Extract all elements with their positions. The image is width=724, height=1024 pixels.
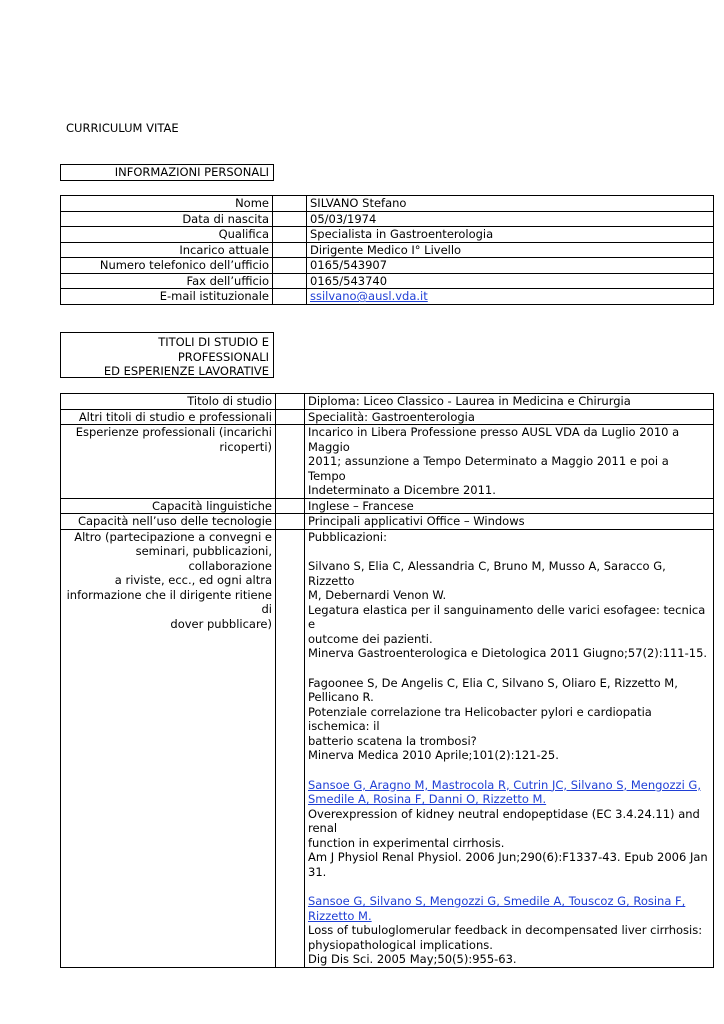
table-row — [61, 242, 714, 258]
label-line: dover pubblicare) — [170, 616, 272, 631]
personal-info-table — [60, 195, 714, 305]
row-label: Numero telefonico dell’ufficio — [61, 258, 273, 274]
pub-journal: Dig Dis Sci. 2005 May;50(5):955-63. — [308, 952, 517, 966]
pub-author-link-line[interactable]: Smedile A, Rosina F, Danni O, Rizzetto M. — [308, 792, 547, 806]
row-label: Nome — [61, 196, 273, 212]
publications-heading: Pubblicazioni: — [308, 529, 388, 544]
row-value: SILVANO Stefano — [307, 196, 714, 212]
row-label: Data di nascita — [61, 211, 273, 227]
spacer-cell — [273, 242, 307, 258]
row-label: Altri titoli di studio e professionali — [61, 409, 276, 425]
label-line: informazione che il dirigente ritiene di — [66, 587, 272, 616]
pub-authors: Fagoonee S, De Angelis C, Elia C, Silvano S, Oliaro E, Rizzetto M, — [308, 675, 678, 690]
row-label: Fax dell’ufficio — [61, 273, 273, 289]
table-row — [61, 514, 714, 530]
pub-title: batterio scatena la trombosi? — [308, 733, 477, 748]
table-row — [61, 273, 714, 289]
titles-table — [60, 393, 714, 968]
table-row — [61, 211, 714, 227]
table-row — [61, 409, 714, 425]
pub-title: outcome dei pazienti. — [308, 631, 433, 646]
table-row — [61, 394, 714, 410]
pub-author-link-line[interactable]: Rizzetto M. — [308, 908, 372, 923]
spacer-cell — [273, 289, 307, 305]
row-value: Dirigente Medico I° Livello — [307, 242, 714, 258]
personal-info-heading: INFORMAZIONI PERSONALI — [114, 165, 269, 179]
pub-journal: Minerva Gastroenterologica e Dietologica 2011 Giugno;57(2):111-15. — [308, 646, 708, 660]
pub-authors: Pellicano R. — [308, 690, 374, 704]
row-value: 0165/543740 — [307, 273, 714, 289]
spacer-cell — [273, 196, 307, 212]
pub-journal: Am J Physiol Renal Physiol. 2006 Jun;290(6):F1337-43. Epub 2006 Jan — [308, 850, 708, 864]
pub-journal: Minerva Medica 2010 Aprile;101(2):121-25. — [308, 748, 559, 762]
table-row-altro — [61, 529, 714, 967]
row-value — [305, 425, 714, 499]
table-row — [61, 196, 714, 212]
label-line: ricoperti) — [219, 439, 272, 454]
publications-cell — [305, 529, 714, 967]
row-label: Capacità linguistiche — [61, 498, 276, 514]
row-value: Inglese – Francese — [305, 498, 714, 514]
row-label: Incarico attuale — [61, 242, 273, 258]
row-label: Titolo di studio — [61, 394, 276, 410]
table-row — [61, 258, 714, 274]
pub-authors-link[interactable] — [308, 778, 710, 807]
row-value: Diploma: Liceo Classico - Laurea in Medicina e Chirurgia — [305, 394, 714, 410]
publication-item — [308, 894, 710, 967]
row-label: Capacità nell’uso delle tecnologie — [61, 514, 276, 530]
table-row — [61, 425, 714, 499]
pub-author-link-line[interactable]: Sansoe G, Aragno M, Mastrocola R, Cutrin JC, Silvano S, Mengozzi G, — [308, 777, 701, 792]
email-link[interactable]: ssilvano@ausl.vda.it — [310, 289, 428, 303]
spacer-cell — [273, 273, 307, 289]
pub-title: function in experimental cirrhosis. — [308, 835, 505, 850]
pub-title: Potenziale correlazione tra Helicobacter pylori e cardiopatia ischemica: il — [308, 704, 652, 733]
row-value: 0165/543907 — [307, 258, 714, 274]
pub-author-link-line[interactable]: Sansoe G, Silvano S, Mengozzi G, Smedile A, Touscoz G, Rosina F, — [308, 894, 686, 908]
table-row — [61, 289, 714, 305]
altro-label — [61, 529, 276, 967]
label-line: seminari, pubblicazioni, collaborazione — [135, 544, 272, 573]
row-value — [307, 289, 714, 305]
pub-journal: 31. — [308, 864, 327, 879]
spacer-cell — [273, 211, 307, 227]
publication-item — [308, 778, 710, 880]
spacer-cell — [276, 409, 305, 425]
titles-heading-line2: ED ESPERIENZE LAVORATIVE — [103, 364, 269, 378]
spacer-cell — [276, 529, 305, 967]
label-line: Altro (partecipazione a convegni e — [74, 529, 272, 544]
row-value: Specialità: Gastroenterologia — [305, 409, 714, 425]
publication-item — [308, 559, 710, 661]
spacer-cell — [276, 498, 305, 514]
spacer-cell — [276, 425, 305, 499]
value-line: Incarico in Libera Professione presso AUSL VDA da Luglio 2010 a Maggio — [308, 425, 680, 454]
pub-title: physiopathological implications. — [308, 937, 493, 952]
table-row — [61, 227, 714, 243]
row-label: E-mail istituzionale — [61, 289, 273, 305]
row-value: Specialista in Gastroenterologia — [307, 227, 714, 243]
pub-authors: M, Debernardi Venon W. — [308, 588, 447, 602]
pub-title: Loss of tubuloglomerular feedback in decompensated liver cirrhosis: — [308, 923, 703, 937]
spacer-cell — [273, 227, 307, 243]
table-row — [61, 498, 714, 514]
row-label: Qualifica — [61, 227, 273, 243]
row-value: Principali applicativi Office – Windows — [305, 514, 714, 530]
pub-title: Overexpression of kidney neutral endopeptidase (EC 3.4.24.11) and renal — [308, 806, 700, 835]
label-line: a riviste, ecc., ed ogni altra — [114, 573, 272, 587]
label-line: Esperienze professionali (incarichi — [75, 425, 272, 439]
pub-title: Legatura elastica per il sanguinamento delle varici esofagee: tecnica e — [308, 602, 706, 631]
titles-heading-line1: TITOLI DI STUDIO E PROFESSIONALI — [158, 335, 269, 364]
row-label — [61, 425, 276, 499]
pub-authors-link[interactable] — [308, 894, 710, 923]
value-line: 2011; assunzione a Tempo Determinato a Maggio 2011 e poi a Tempo — [308, 454, 669, 483]
spacer-cell — [273, 258, 307, 274]
titles-heading-box — [60, 332, 274, 378]
row-value: 05/03/1974 — [307, 211, 714, 227]
document-title: CURRICULUM VITAE — [66, 121, 179, 135]
spacer-cell — [276, 394, 305, 410]
personal-info-heading-box — [60, 164, 274, 181]
pub-authors: Silvano S, Elia C, Alessandria C, Bruno M, Musso A, Saracco G, Rizzetto — [308, 559, 666, 588]
value-line: Indeterminato a Dicembre 2011. — [308, 483, 496, 497]
publication-item — [308, 676, 710, 763]
spacer-cell — [276, 514, 305, 530]
